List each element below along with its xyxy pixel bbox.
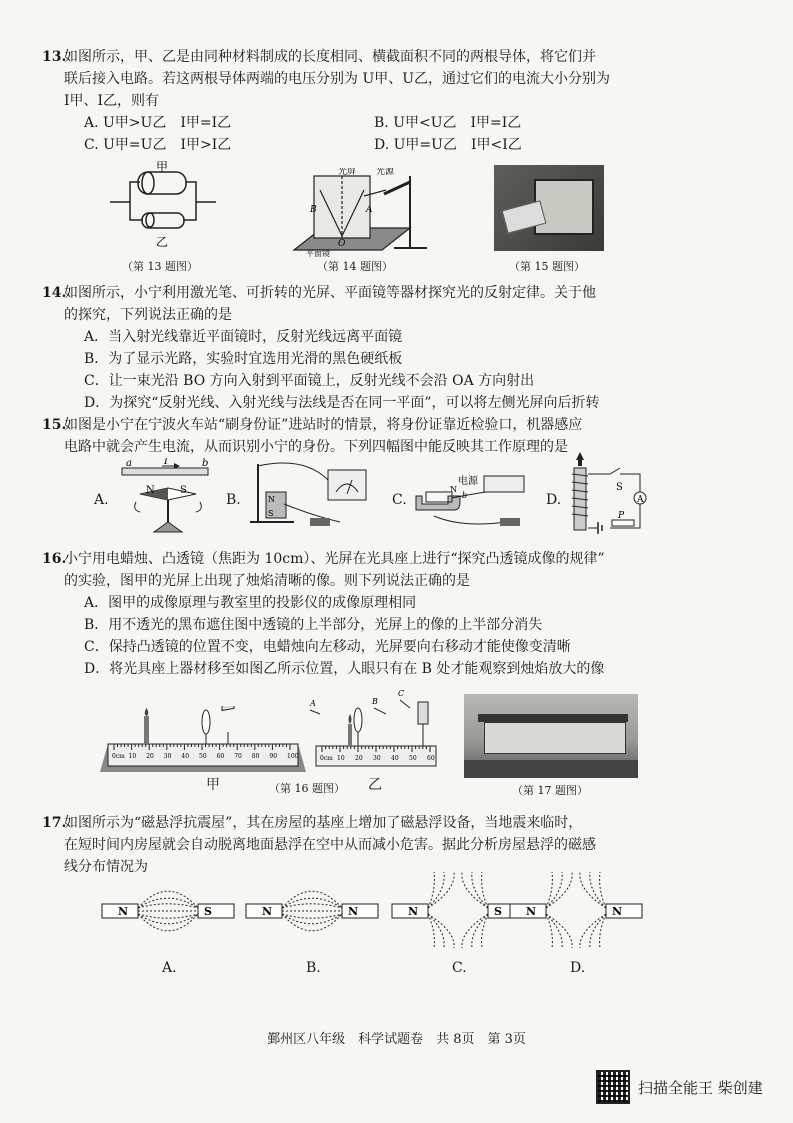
question-stem: 如图所示，甲、乙是由同种材料制成的长度相同、横截面积不同的两根导体，将它们并: [64, 49, 596, 65]
label-jia: 甲: [156, 160, 169, 174]
caption-16: （第 16 题图）: [269, 782, 345, 795]
ruler-label: 90: [269, 753, 278, 760]
q15-option-b-label: B.: [226, 492, 241, 508]
option-b: B．用不透光的黑布遮住图中透镜的上半部分，光屏上的像的上半部分消失: [84, 617, 543, 633]
field-lines: [138, 891, 198, 931]
label-jia: 甲: [206, 777, 220, 793]
caption-14: （第 14 题图）: [317, 260, 393, 273]
eye-A-label: A: [310, 699, 316, 708]
question-stem: 在短时间内房屋就会自动脱离地面悬浮在空中从而减小危害。据此分析房屋悬浮的磁感: [64, 837, 596, 853]
q15-option-a-label: A.: [94, 492, 109, 508]
question-number: 16.: [42, 551, 67, 567]
ruler-label: 60: [216, 753, 225, 760]
caption-15: （第 15 题图）: [509, 260, 585, 273]
pole-left: N: [262, 905, 273, 918]
q17-option-c: [390, 870, 526, 954]
q15-option-c-label: C.: [392, 492, 407, 508]
figure-17-maglev-house-photo: [464, 694, 638, 778]
ruler-label: 0cm: [112, 753, 125, 760]
question-number: 15.: [42, 417, 67, 433]
q15-option-d-label: D.: [546, 492, 562, 508]
pole-left: N: [526, 905, 537, 918]
question-stem: 电路中就会产生电流，从而识别小宁的身份。下列四幅图中能反映其工作原理的是: [64, 439, 568, 455]
question-stem: 的实验，图甲的光屏上出现了烛焰清晰的像。则下列说法正确的是: [64, 573, 470, 589]
label-b: b: [202, 458, 209, 469]
ruler-label: 40: [391, 755, 399, 762]
question-number: 13.: [42, 49, 67, 65]
field-lines: [428, 872, 488, 948]
option-a: A. U甲>U乙 I甲=I乙: [84, 115, 232, 131]
question-stem: I甲、I乙，则有: [64, 93, 160, 109]
q17-option-a: [100, 870, 236, 954]
label-power: 电源: [458, 476, 478, 487]
ruler-label: 60: [427, 755, 435, 762]
field-lines: [282, 891, 342, 931]
q15-figure-a-oersted: [118, 458, 218, 538]
caption-13: （第 13 题图）: [122, 260, 198, 273]
ruler-label: 70: [234, 753, 242, 760]
question-stem: 如图是小宁在宁波火车站“刷身份证”进站时的情景，将身份证靠近检验口，机器感应: [64, 417, 583, 433]
page-footer: 鄞州区八年级 科学试题卷 共 8页 第 3页: [267, 1032, 526, 1047]
figure-14-reflection-setup: [292, 168, 432, 258]
q17-option-b: [244, 870, 380, 954]
question-17: [42, 812, 734, 878]
q15-figure-d-electromagnet: [568, 450, 668, 538]
field-lines: [546, 872, 606, 948]
q17-option-label: B.: [306, 960, 321, 976]
question-stem: 小宁用电蜡烛、凸透镜（焦距为 10cm）、光屏在光具座上进行“探究凸透镜成像的规律”: [64, 551, 605, 567]
label-source: 光源: [376, 168, 395, 177]
ruler-label: 10: [128, 753, 137, 760]
question-14: [42, 282, 734, 414]
label-mirror: 平面镜: [306, 249, 330, 258]
question-13: [42, 46, 734, 156]
house-body: [484, 722, 626, 754]
watermark-text: 扫描全能王 柴创建: [638, 1078, 763, 1097]
label-a: a: [126, 458, 132, 469]
label-yi: 乙: [368, 777, 382, 793]
ruler-label: 50: [409, 755, 417, 762]
ruler-label: 40: [181, 753, 190, 760]
qr-code-icon: [596, 1070, 630, 1104]
ruler-label: 10: [337, 755, 345, 762]
question-number: 14.: [42, 285, 67, 301]
label-screen: 光屏: [338, 168, 357, 177]
ruler-label: 20: [355, 755, 363, 762]
label-S: S: [268, 509, 274, 518]
ruler-label: 80: [251, 753, 260, 760]
figure-16-jia-optical-bench: [100, 706, 306, 774]
question-stem: 如图所示，小宁利用激光笔、可折转的光屏、平面镜等器材探究光的反射定律。关于他: [64, 285, 596, 301]
question-stem: 联后接入电路。若这两根导体两端的电压分别为 U甲、U乙，通过它们的电流大小分别为: [64, 71, 611, 87]
eye-B-label: B: [372, 697, 378, 706]
option-c: C．保持凸透镜的位置不变，电蜡烛向左移动，光屏要向右移动才能使像变清晰: [84, 639, 571, 655]
option-c: C．让一束光沿 BO 方向入射到平面镜上，反射光线不会沿 OA 方向射出: [84, 373, 535, 389]
caption-17: （第 17 题图）: [512, 784, 588, 797]
q17-option-label: D.: [570, 960, 586, 976]
option-d: D. U甲=U乙 I甲<I乙: [374, 137, 522, 153]
figure-16-yi-optical-bench: [306, 690, 446, 776]
label-B: B: [310, 205, 317, 215]
ruler-label: 100: [287, 753, 299, 760]
ruler-label: 50: [199, 753, 207, 760]
option-c: C. U甲=U乙 I甲>I乙: [84, 137, 232, 153]
q15-figure-b-generator: [244, 456, 374, 534]
option-d: D．将光具座上器材移至如图乙所示位置，人眼只有在 B 处才能观察到烛焰放大的像: [84, 661, 605, 677]
magnet-field-figure: [100, 870, 236, 950]
q17-option-label: A.: [162, 960, 177, 976]
question-stem: 如图所示为“磁悬浮抗震屋”，其在房屋的基座上增加了磁悬浮设备，当地震来临时，: [64, 815, 583, 831]
ruler-label: 30: [373, 755, 381, 762]
label-A: A: [366, 205, 373, 215]
question-stem: 的探究，下列说法正确的是: [64, 307, 232, 323]
option-b: B．为了显示光路，实验时宜选用光滑的黑色硬纸板: [84, 351, 403, 367]
eye-C-label: C: [398, 690, 405, 698]
option-a: A．图甲的成像原理与教室里的投影仪的成像原理相同: [84, 595, 417, 611]
question-stem: 线分布情况为: [64, 859, 148, 875]
label-yi: 乙: [156, 235, 169, 249]
question-16: [42, 548, 734, 680]
label-N: N: [268, 495, 275, 504]
q15-figure-c-motor: [412, 470, 532, 530]
label-N: N: [450, 485, 457, 494]
ruler-label: 30: [163, 753, 172, 760]
pole-left: N: [118, 905, 129, 918]
figure-13-parallel-conductors: [108, 160, 218, 255]
option-d: D．为探究“反射光线、入射光线与法线是否在同一平面”，可以将左侧光屏向后折转: [84, 395, 600, 411]
label-I: I: [164, 458, 168, 467]
option-a: A．当入射光线靠近平面镜时，反射光线远离平面镜: [84, 329, 403, 345]
question-number: 17.: [42, 815, 67, 831]
magnet-field-figure: [508, 870, 644, 950]
figure-15-id-scanner-photo: [494, 165, 604, 251]
q17-option-d: [508, 870, 644, 954]
house-roof: [478, 714, 628, 722]
ruler-label: 0cm: [320, 755, 333, 762]
label-O: O: [338, 239, 346, 249]
pole-right: N: [348, 905, 359, 918]
ruler-label: 20: [146, 753, 154, 760]
label-N: N: [146, 485, 155, 496]
label-P: P: [618, 511, 625, 521]
ground-shadow: [464, 760, 638, 778]
label-b: b: [462, 491, 468, 500]
ammeter-label: A: [637, 495, 644, 505]
magnet-field-figure: [390, 870, 526, 950]
scanner-panel: [534, 179, 594, 235]
pole-right: S: [494, 905, 502, 918]
option-b: B. U甲<U乙 I甲=I乙: [374, 115, 522, 131]
pole-right: N: [612, 905, 623, 918]
q17-option-label: C.: [452, 960, 467, 976]
label-S: S: [616, 482, 623, 493]
pole-right: S: [204, 905, 212, 918]
label-S: S: [180, 485, 187, 496]
magnet-field-figure: [244, 870, 380, 950]
scanner-watermark: [596, 1070, 763, 1104]
pole-left: N: [408, 905, 419, 918]
